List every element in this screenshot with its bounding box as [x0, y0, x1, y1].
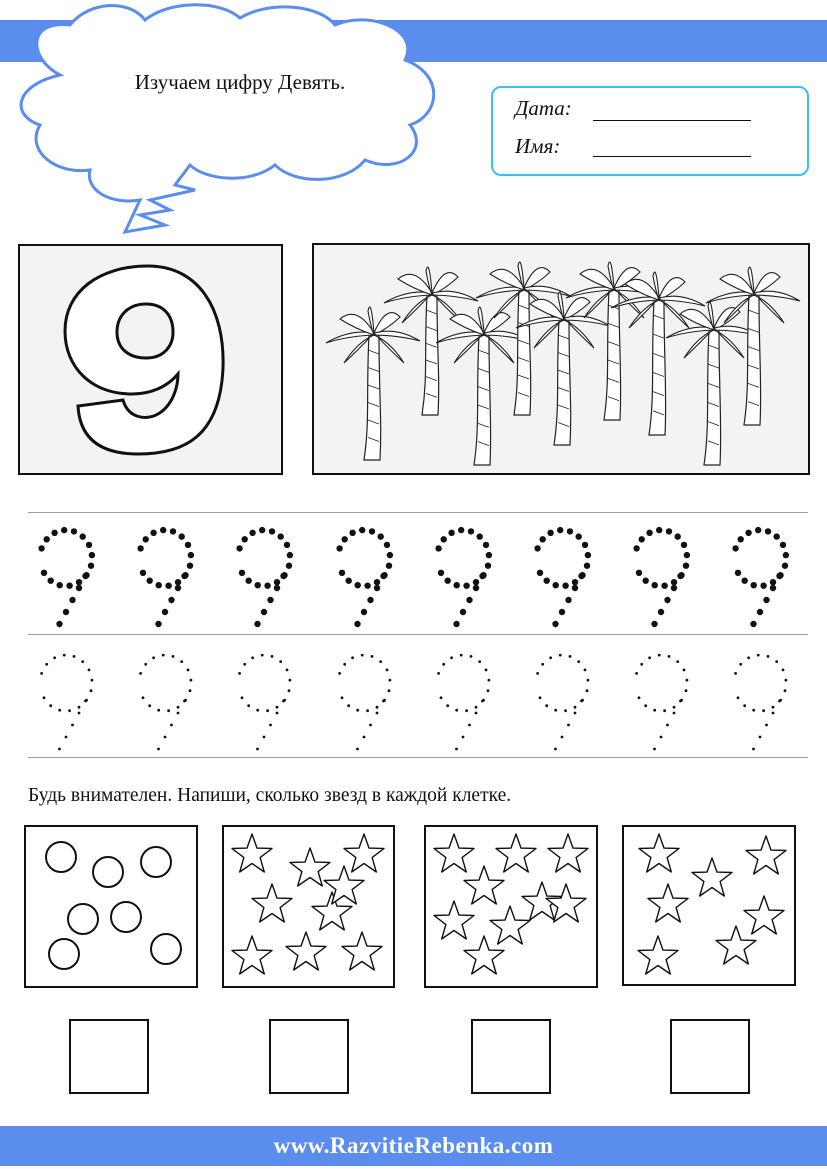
answer-box-1[interactable]	[69, 1019, 149, 1094]
star-shape	[232, 834, 272, 872]
star-shape	[648, 884, 688, 922]
circle-shape	[151, 934, 181, 964]
star-shape	[342, 932, 382, 970]
light-dotted-nine	[734, 654, 787, 751]
star-shape	[434, 834, 474, 872]
count-box-2	[222, 825, 395, 988]
count-box-3	[424, 825, 598, 988]
bold-dotted-nine	[633, 527, 690, 627]
light-dotted-nine	[536, 654, 589, 751]
digit-panel	[18, 244, 283, 475]
circle-shape	[68, 904, 98, 934]
star-shape	[434, 901, 474, 939]
date-field[interactable]	[593, 120, 751, 121]
exercise-instruction: Будь внимателен. Напиши, сколько звезд в каждой клетке.	[28, 785, 512, 806]
answer-box-2[interactable]	[269, 1019, 349, 1094]
light-dotted-nine	[437, 654, 490, 751]
palm-trees-panel	[312, 243, 810, 475]
tracing-area[interactable]	[0, 500, 827, 760]
bold-dotted-nine	[137, 527, 194, 627]
speech-cloud	[0, 0, 460, 240]
star-shape	[232, 936, 272, 974]
date-label: Дата:	[515, 96, 572, 120]
circle-shape	[141, 847, 171, 877]
circle-shape	[111, 902, 141, 932]
count-box-1	[24, 825, 198, 988]
star-shape	[548, 834, 588, 872]
circle-shape	[46, 842, 76, 872]
star-shape	[252, 884, 292, 922]
star-shape	[638, 936, 678, 974]
star-shape	[344, 834, 384, 872]
star-shape	[746, 836, 786, 874]
footer-band	[0, 1126, 827, 1166]
page-title: Изучаем цифру Девять.	[134, 70, 346, 94]
palm-trees-illustration	[314, 245, 808, 473]
palm-tree	[666, 302, 760, 465]
star-shape	[716, 926, 756, 964]
star-shape	[639, 834, 679, 872]
answer-box-3[interactable]	[471, 1019, 551, 1094]
bold-dotted-nine	[534, 527, 591, 627]
bold-dotted-nine	[236, 527, 293, 627]
star-shape	[464, 866, 504, 904]
count-box-4	[622, 825, 796, 986]
date-name-box	[491, 86, 809, 176]
name-field[interactable]	[593, 156, 751, 157]
star-shape	[496, 834, 536, 872]
bold-dotted-nine	[38, 527, 95, 627]
bold-dotted-nine	[732, 527, 789, 627]
circle-shape	[93, 857, 123, 887]
light-dotted-nine	[238, 654, 291, 751]
palm-tree	[384, 267, 478, 415]
footer-url: www.RazvitieRebenka.com	[273, 1133, 554, 1158]
star-shape	[692, 858, 732, 896]
light-dotted-nine	[139, 654, 192, 751]
star-shape	[744, 896, 784, 934]
bold-dotted-nine	[336, 527, 393, 627]
name-label: Имя:	[515, 134, 561, 158]
light-dotted-nine	[635, 654, 688, 751]
palm-tree	[326, 307, 420, 460]
star-shape	[490, 906, 530, 944]
answer-box-4[interactable]	[670, 1019, 750, 1094]
light-dotted-nine	[338, 654, 391, 751]
digit-nine-outline	[20, 246, 281, 473]
star-shape	[286, 932, 326, 970]
palm-tree	[436, 307, 530, 465]
bold-dotted-nine	[435, 527, 492, 627]
light-dotted-nine	[40, 654, 93, 751]
circle-shape	[49, 939, 79, 969]
